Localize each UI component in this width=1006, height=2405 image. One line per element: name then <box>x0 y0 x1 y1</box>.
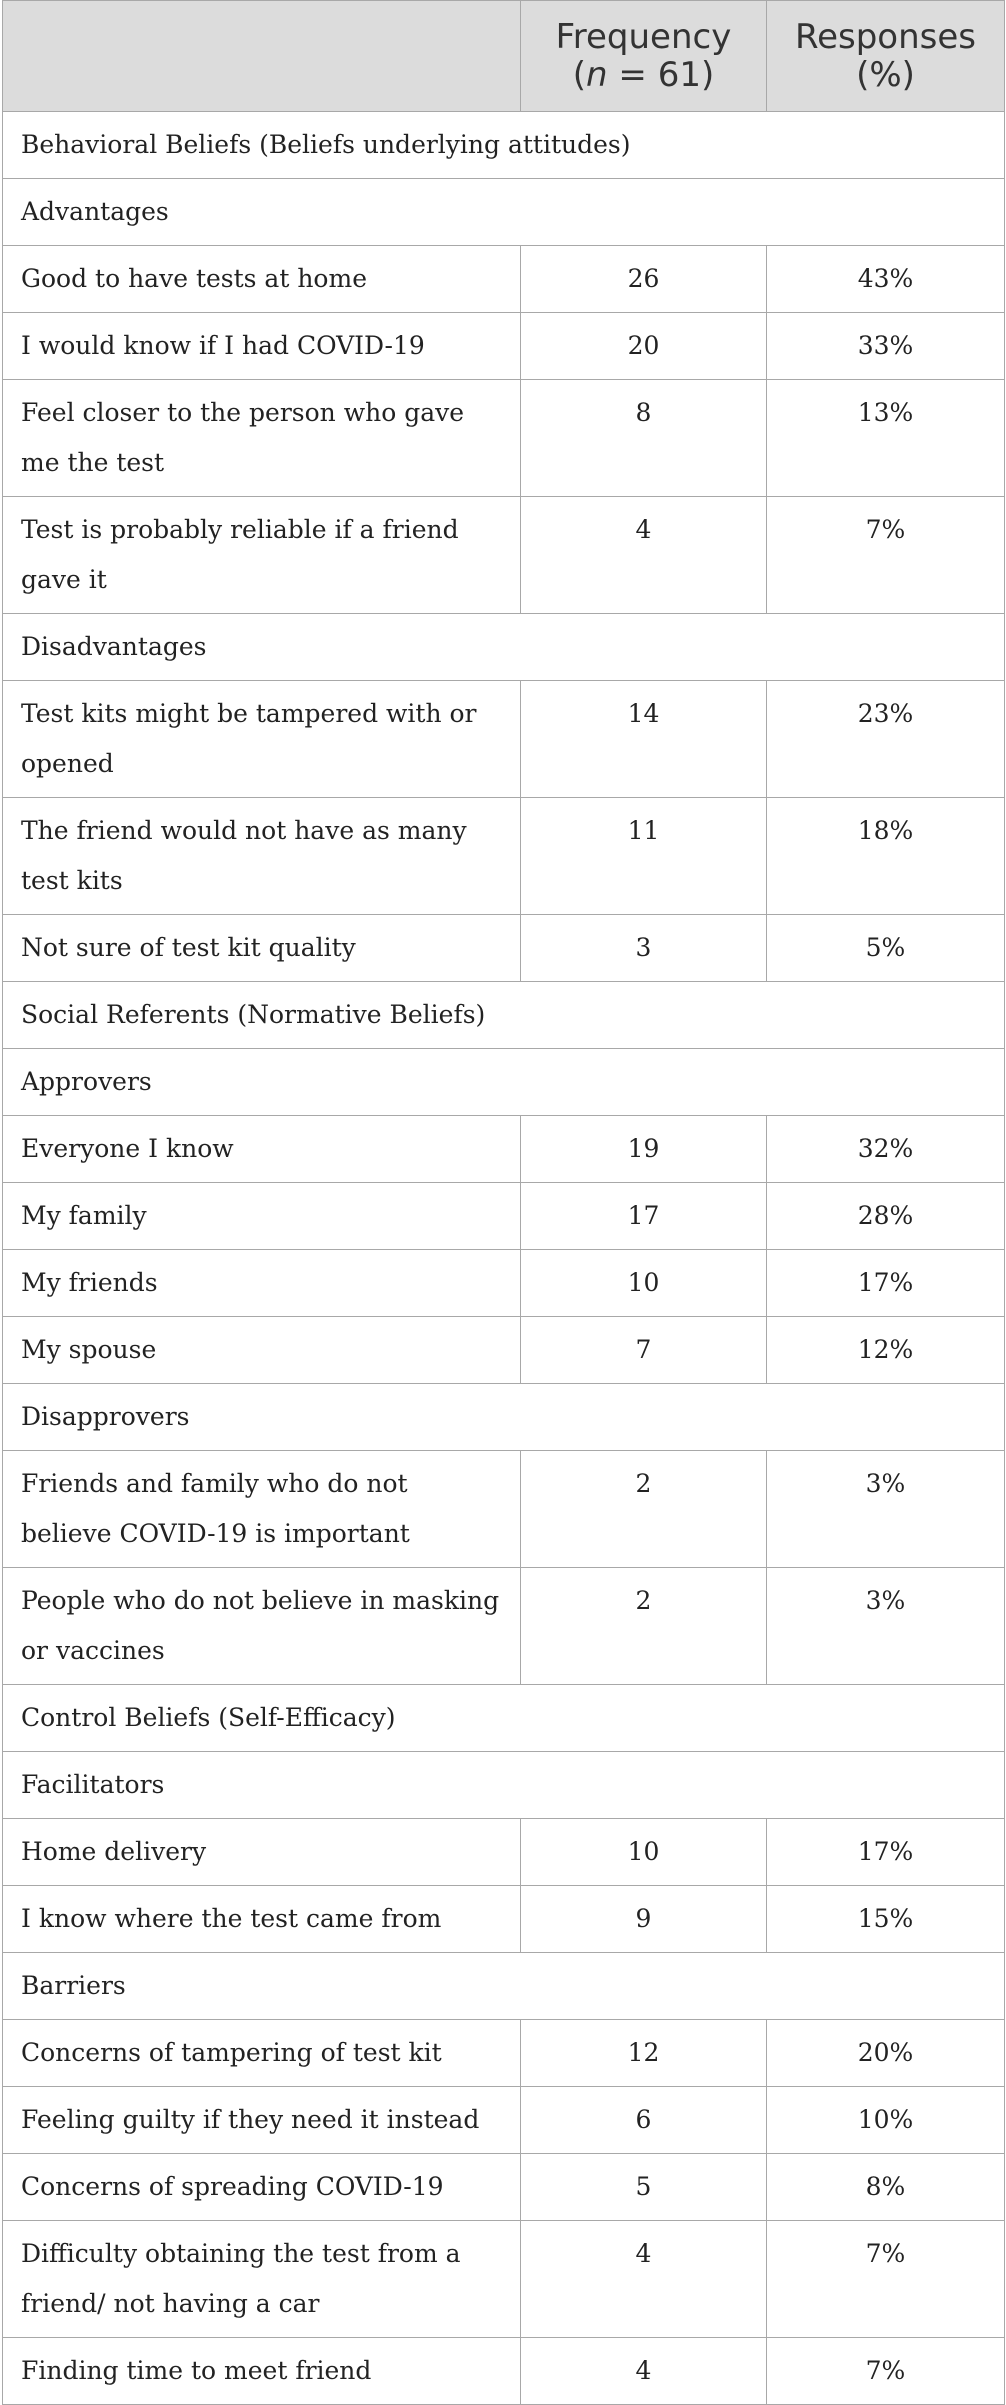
row-label: Feel closer to the person who gave me the test <box>3 380 521 497</box>
row-label: My friends <box>3 1250 521 1317</box>
table-row <box>3 1183 1005 1250</box>
row-label: Good to have tests at home <box>3 246 521 313</box>
table-row <box>3 915 1005 982</box>
row-percent: 43% <box>767 246 1005 313</box>
section-row <box>3 614 1005 681</box>
row-frequency: 11 <box>521 798 767 915</box>
row-percent: 17% <box>767 1819 1005 1886</box>
table-row <box>3 2338 1005 2405</box>
header-frequency <box>521 1 767 112</box>
row-label: Home delivery <box>3 1819 521 1886</box>
table-row <box>3 798 1005 915</box>
section-row <box>3 179 1005 246</box>
section-row <box>3 112 1005 179</box>
row-percent: 18% <box>767 798 1005 915</box>
table-header-row <box>3 1 1005 112</box>
table-row <box>3 380 1005 497</box>
row-frequency: 8 <box>521 380 767 497</box>
table-row <box>3 2020 1005 2087</box>
section-label: Behavioral Beliefs (Beliefs underlying attitudes) <box>3 112 1005 179</box>
row-percent: 13% <box>767 380 1005 497</box>
row-percent: 3% <box>767 1451 1005 1568</box>
row-label: I know where the test came from <box>3 1886 521 1953</box>
section-label: Social Referents (Normative Beliefs) <box>3 982 1005 1049</box>
row-percent: 23% <box>767 681 1005 798</box>
table-row <box>3 1250 1005 1317</box>
section-row <box>3 1752 1005 1819</box>
section-label: Approvers <box>3 1049 1005 1116</box>
section-row <box>3 1049 1005 1116</box>
table-row <box>3 2154 1005 2221</box>
header-n-symbol: n <box>586 55 608 95</box>
beliefs-table <box>2 0 1005 2405</box>
row-label: The friend would not have as many test kits <box>3 798 521 915</box>
row-frequency: 14 <box>521 681 767 798</box>
row-frequency: 6 <box>521 2087 767 2154</box>
row-frequency: 9 <box>521 1886 767 1953</box>
header-n-suffix: = 61) <box>607 55 715 95</box>
row-percent: 15% <box>767 1886 1005 1953</box>
row-label: Feeling guilty if they need it instead <box>3 2087 521 2154</box>
row-label: People who do not believe in masking or vaccines <box>3 1568 521 1685</box>
table-row <box>3 1451 1005 1568</box>
section-label: Facilitators <box>3 1752 1005 1819</box>
row-frequency: 19 <box>521 1116 767 1183</box>
row-label: Not sure of test kit quality <box>3 915 521 982</box>
row-percent: 7% <box>767 2338 1005 2405</box>
row-percent: 7% <box>767 497 1005 614</box>
row-percent: 32% <box>767 1116 1005 1183</box>
table-row <box>3 1317 1005 1384</box>
header-responses-label: Responses <box>794 17 976 57</box>
row-label: My spouse <box>3 1317 521 1384</box>
row-label: Difficulty obtaining the test from a friend/ not having a car <box>3 2221 521 2338</box>
table-body <box>3 112 1005 2405</box>
table-row <box>3 681 1005 798</box>
row-frequency: 10 <box>521 1819 767 1886</box>
table-row <box>3 1116 1005 1183</box>
row-label: Finding time to meet friend <box>3 2338 521 2405</box>
header-n-prefix: ( <box>572 55 587 95</box>
section-label: Advantages <box>3 179 1005 246</box>
row-label: Concerns of tampering of test kit <box>3 2020 521 2087</box>
row-percent: 5% <box>767 915 1005 982</box>
row-label: Everyone I know <box>3 1116 521 1183</box>
header-frequency-label: Frequency <box>555 17 732 57</box>
table-row <box>3 1568 1005 1685</box>
row-percent: 28% <box>767 1183 1005 1250</box>
header-responses-unit: (%) <box>856 55 915 95</box>
section-row <box>3 1384 1005 1451</box>
table-row <box>3 1819 1005 1886</box>
section-row <box>3 982 1005 1049</box>
section-label: Disapprovers <box>3 1384 1005 1451</box>
row-label: Test is probably reliable if a friend gave it <box>3 497 521 614</box>
row-frequency: 7 <box>521 1317 767 1384</box>
table-row <box>3 246 1005 313</box>
header-frequency-n <box>521 56 766 94</box>
row-frequency: 17 <box>521 1183 767 1250</box>
row-percent: 10% <box>767 2087 1005 2154</box>
row-frequency: 4 <box>521 497 767 614</box>
row-percent: 17% <box>767 1250 1005 1317</box>
table-row <box>3 497 1005 614</box>
row-percent: 33% <box>767 313 1005 380</box>
row-percent: 8% <box>767 2154 1005 2221</box>
table-row <box>3 2221 1005 2338</box>
header-responses <box>767 1 1005 112</box>
row-frequency: 4 <box>521 2338 767 2405</box>
row-frequency: 5 <box>521 2154 767 2221</box>
header-empty-cell <box>3 1 521 112</box>
row-frequency: 3 <box>521 915 767 982</box>
row-label: I would know if I had COVID-19 <box>3 313 521 380</box>
row-percent: 7% <box>767 2221 1005 2338</box>
section-label: Disadvantages <box>3 614 1005 681</box>
row-percent: 3% <box>767 1568 1005 1685</box>
table-row <box>3 313 1005 380</box>
row-frequency: 10 <box>521 1250 767 1317</box>
row-percent: 20% <box>767 2020 1005 2087</box>
row-frequency: 20 <box>521 313 767 380</box>
row-frequency: 2 <box>521 1451 767 1568</box>
section-row <box>3 1685 1005 1752</box>
row-frequency: 4 <box>521 2221 767 2338</box>
row-label: My family <box>3 1183 521 1250</box>
row-frequency: 12 <box>521 2020 767 2087</box>
row-label: Concerns of spreading COVID-19 <box>3 2154 521 2221</box>
table-row <box>3 1886 1005 1953</box>
section-row <box>3 1953 1005 2020</box>
row-frequency: 2 <box>521 1568 767 1685</box>
section-label: Control Beliefs (Self-Efficacy) <box>3 1685 1005 1752</box>
row-frequency: 26 <box>521 246 767 313</box>
section-label: Barriers <box>3 1953 1005 2020</box>
row-label: Friends and family who do not believe COVID-19 is important <box>3 1451 521 1568</box>
row-label: Test kits might be tampered with or opened <box>3 681 521 798</box>
table-row <box>3 2087 1005 2154</box>
row-percent: 12% <box>767 1317 1005 1384</box>
